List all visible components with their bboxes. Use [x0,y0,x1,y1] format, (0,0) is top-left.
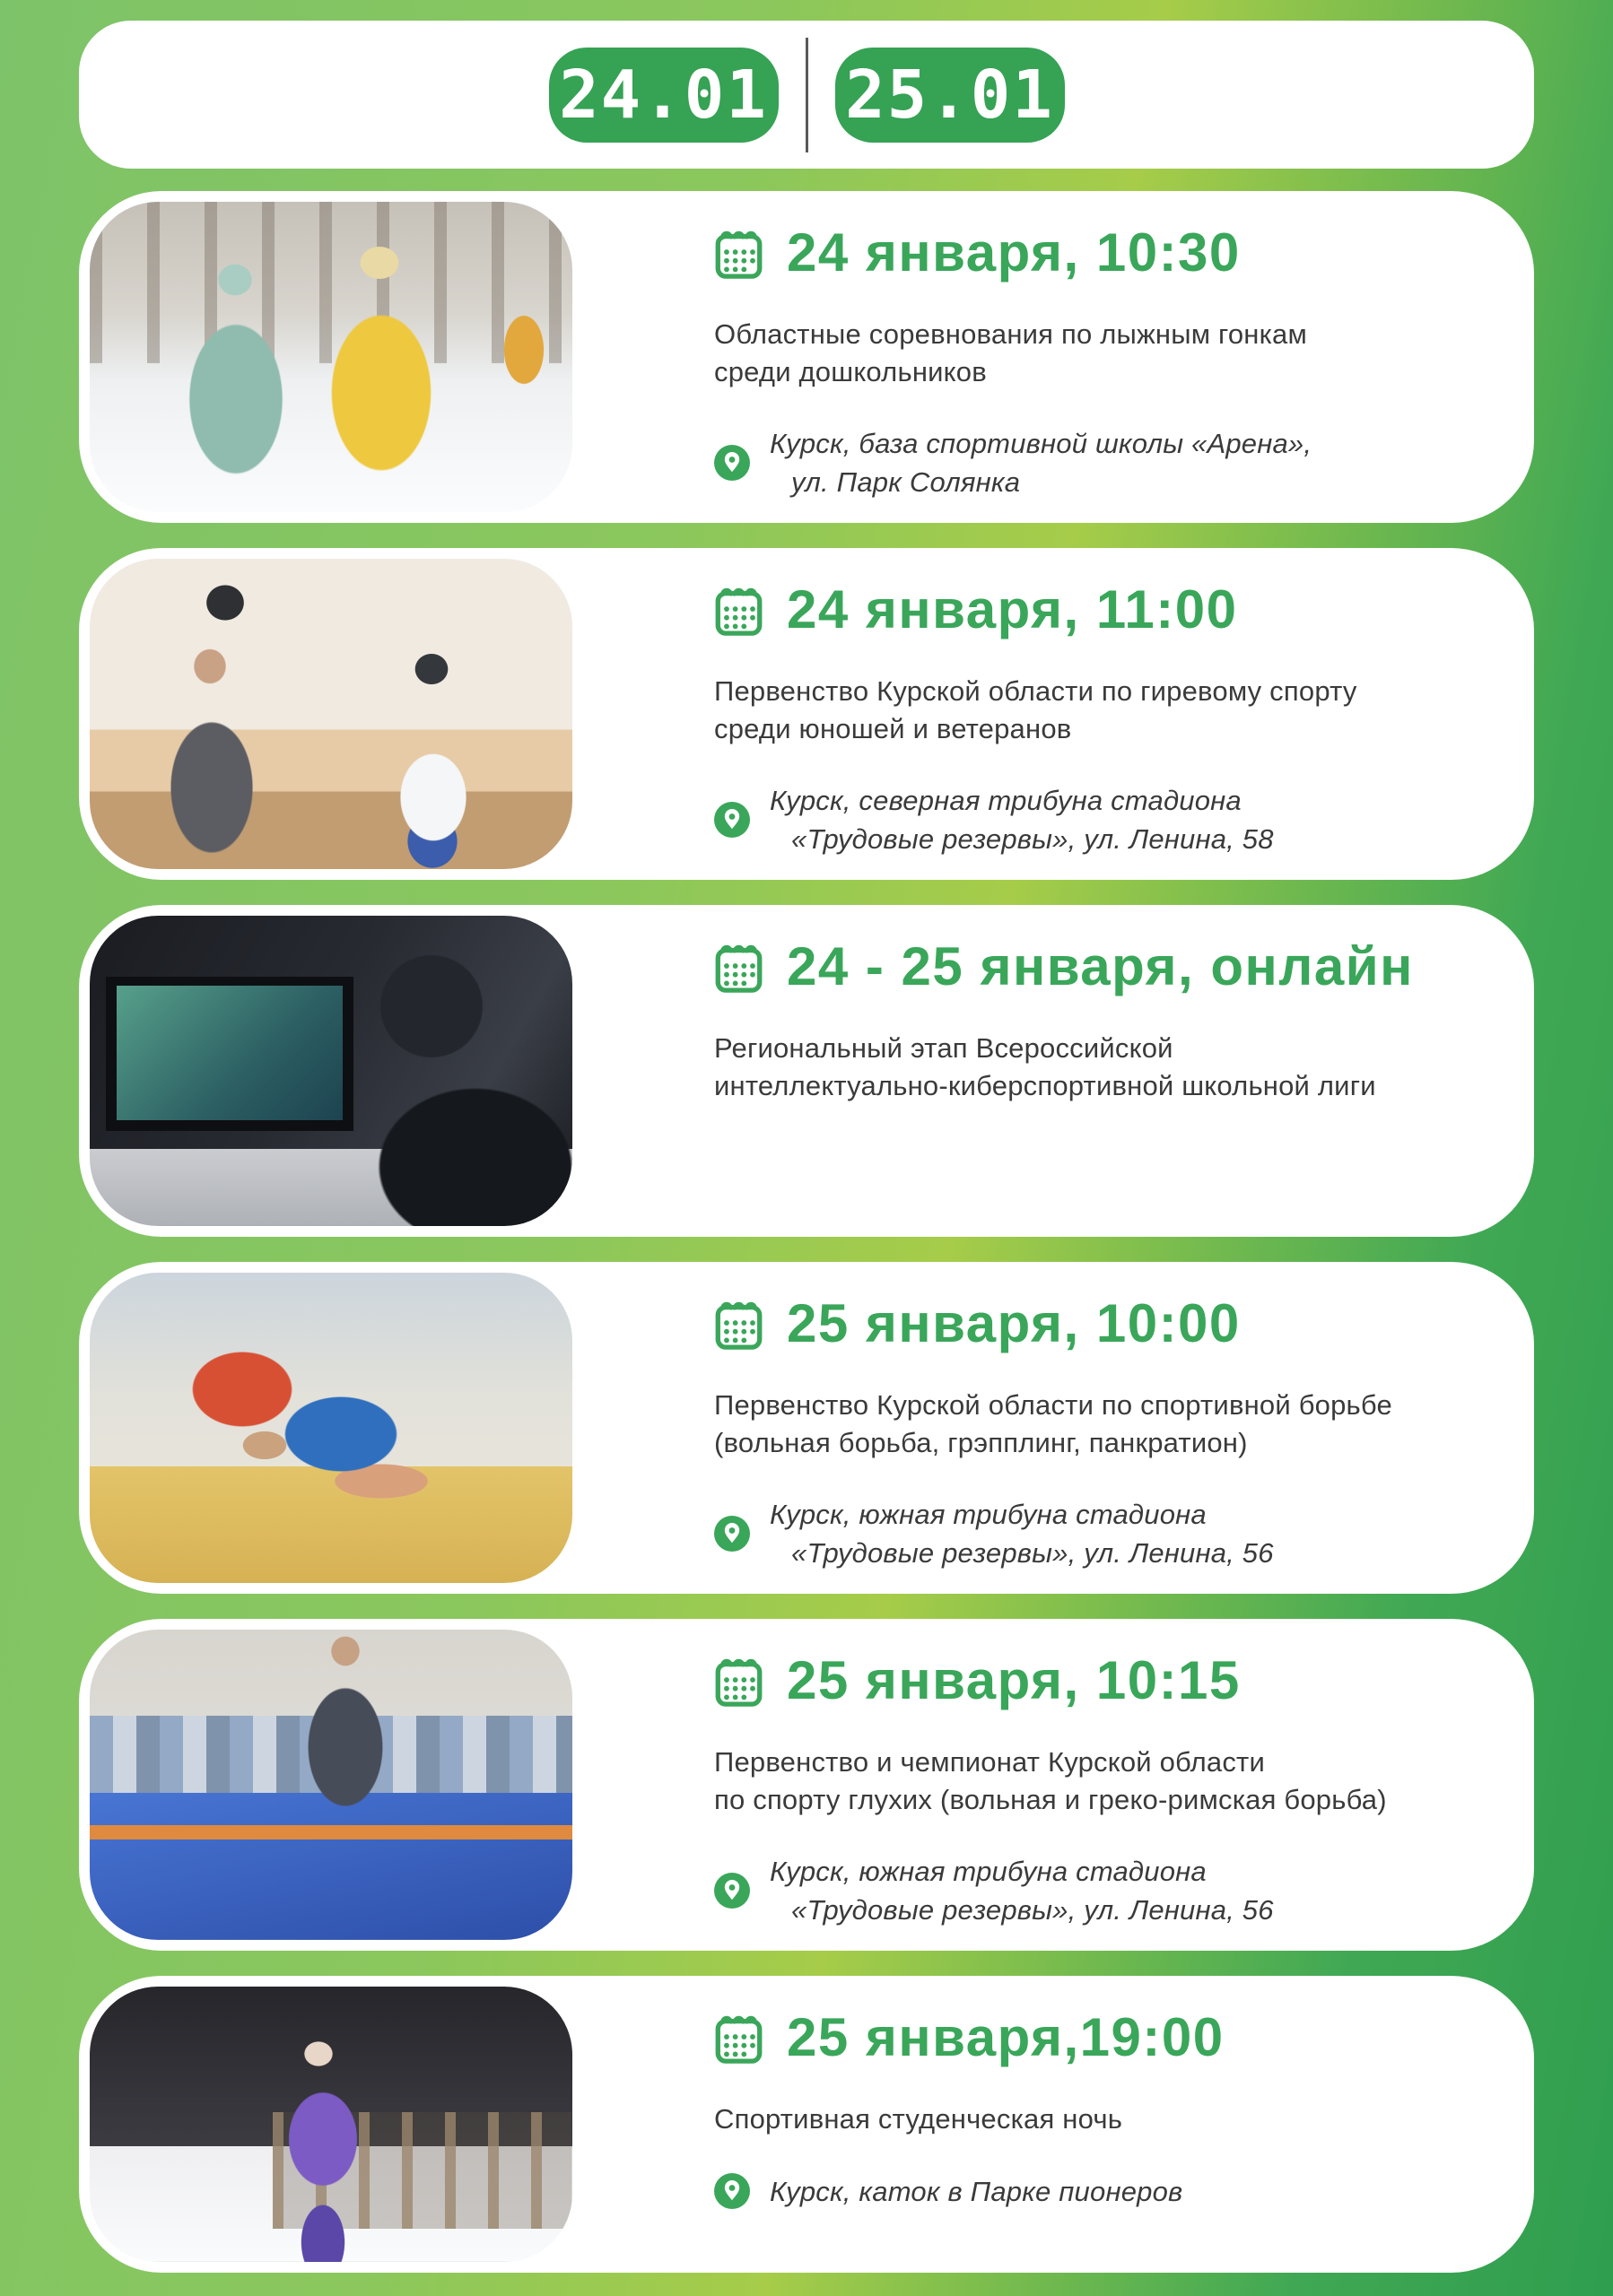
event-card-deaf-wrestling [79,1619,1534,1951]
description-line: Региональный этап Всероссийской [714,1032,1173,1064]
location-pin-icon [714,802,750,838]
location-text [770,424,1312,502]
header-date-card [79,21,1534,169]
location-line: Курск, южная трибуна стадиона [770,1499,1207,1531]
date-badges [549,38,1065,152]
event-header [714,1649,1502,1711]
event-content [572,191,1534,523]
description-line: Первенство Курской области по спортивной борьбе [714,1389,1392,1421]
calendar-icon [714,226,763,280]
description-line: интеллектуально-киберспортивной школьной лиги [714,1069,1376,1101]
description-line: (вольная борьба, грэпплинг, панкратион) [714,1426,1248,1458]
description-line: Спортивная студенческая ночь [714,2103,1123,2135]
event-card-kettlebell [79,548,1534,880]
description-line: по спорту глухих (вольная и греко-римская борьба) [714,1783,1387,1815]
deaf-sport-wrestling-photo [90,1630,572,1940]
event-description [714,1387,1502,1461]
event-datetime: 25 января, 10:00 [787,1293,1241,1353]
event-content [572,1619,1534,1951]
event-datetime: 25 января, 10:15 [787,1650,1241,1710]
event-datetime: 24 - 25 января, онлайн [787,936,1414,996]
location-pin-icon [714,445,750,481]
children-ski-race-photo [90,202,572,512]
event-header [714,578,1502,640]
calendar-icon [714,2011,763,2065]
description-line: Первенство и чемпионат Курской области [714,1746,1265,1778]
location-text [770,781,1274,859]
location-line: «Трудовые резервы», ул. Ленина, 58 [791,823,1274,856]
event-description [714,316,1502,390]
location-line: Курск, северная трибуна стадиона [770,785,1242,817]
event-header [714,1292,1502,1354]
location-pin-icon [714,1873,750,1909]
event-location [714,424,1502,502]
event-card-ski-race [79,191,1534,523]
calendar-icon [714,1297,763,1351]
date-badge-25-01: 25.01 [835,48,1065,143]
badge-divider [806,38,808,152]
event-content [572,1262,1534,1594]
event-location [714,781,1502,859]
location-text [770,1495,1274,1573]
location-text [770,2172,1182,2211]
event-content [572,905,1534,1237]
event-description [714,1030,1502,1104]
event-datetime: 24 января, 11:00 [787,579,1238,639]
event-header [714,222,1502,283]
description-line: среди дошкольников [714,355,987,387]
date-badge-24-01: 24.01 [549,48,779,143]
location-line: ул. Парк Солянка [791,466,1021,499]
location-line: Курск, база спортивной школы «Арена», [770,428,1312,460]
freestyle-wrestling-photo [90,1273,572,1583]
event-datetime: 25 января,19:00 [787,2007,1225,2067]
event-card-wrestling [79,1262,1534,1594]
event-header [714,2006,1502,2068]
esports-gaming-photo [90,916,572,1226]
calendar-icon [714,1654,763,1708]
event-description [714,2100,1502,2138]
event-location [714,1495,1502,1573]
location-line: Курск, южная трибуна стадиона [770,1856,1207,1888]
event-card-skating-night [79,1976,1534,2273]
event-description [714,1744,1502,1818]
event-header [714,935,1502,997]
location-pin-icon [714,2173,750,2209]
calendar-icon [714,940,763,994]
night-ice-skating-photo [90,1987,572,2262]
location-line: «Трудовые резервы», ул. Ленина, 56 [791,1537,1274,1570]
calendar-icon [714,583,763,637]
description-line: Первенство Курской области по гиревому спорту [714,675,1357,707]
event-card-esports [79,905,1534,1237]
location-text [770,1852,1274,1930]
event-datetime: 24 января, 10:30 [787,222,1241,283]
kettlebell-lifting-photo [90,559,572,869]
event-content [572,1976,1534,2273]
location-line: Курск, каток в Парке пионеров [770,2175,1183,2207]
event-location [714,2172,1502,2211]
location-line: «Трудовые резервы», ул. Ленина, 56 [791,1894,1274,1926]
event-description [714,673,1502,747]
description-line: среди юношей и ветеранов [714,712,1072,744]
event-content [572,548,1534,880]
event-location [714,1852,1502,1930]
description-line: Областные соревнования по лыжным гонкам [714,318,1308,350]
location-pin-icon [714,1516,750,1552]
